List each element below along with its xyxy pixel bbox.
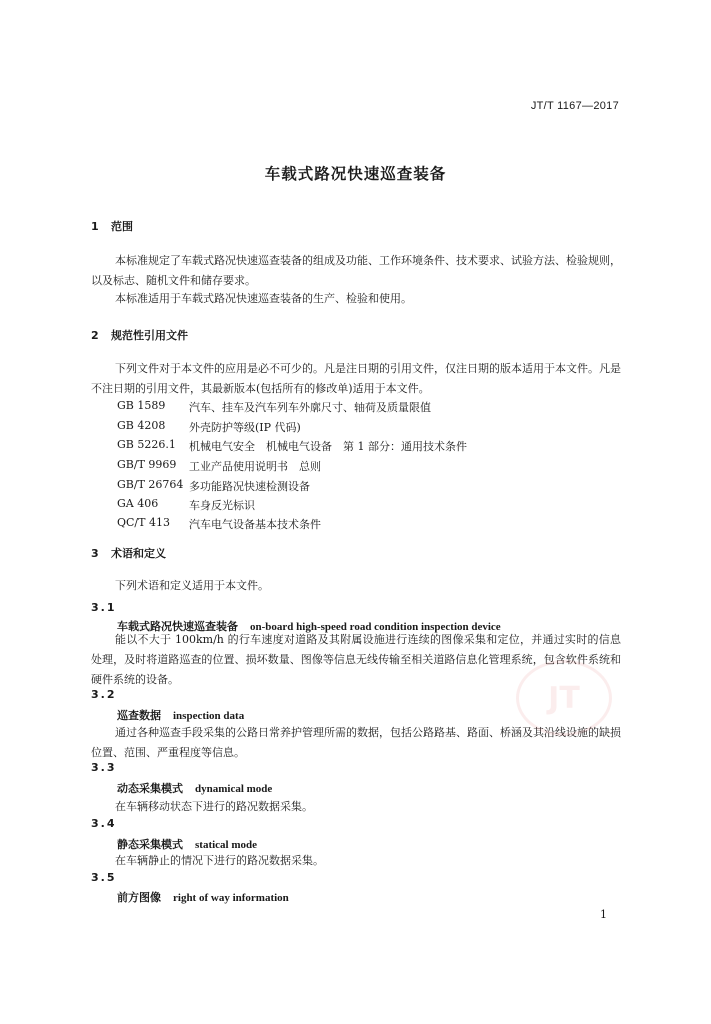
term-en: right of way information bbox=[173, 892, 289, 904]
term-definition: 通过各种巡查手段采集的公路日常养护管理所需的数据，包括公路路基、路面、桥涵及其沿线设施的缺损位置、范围、严重程度等信息。 bbox=[91, 726, 621, 759]
ref-code: GB 5226.1 bbox=[117, 438, 176, 451]
term-en: on-board high-speed road condition inspection device bbox=[250, 621, 501, 633]
term-heading bbox=[117, 780, 272, 796]
section-3-heading bbox=[91, 545, 166, 561]
standard-code: JT/T 1167—2017 bbox=[530, 100, 619, 112]
ref-code: QC/T 413 bbox=[117, 516, 170, 529]
ref-code: GA 406 bbox=[117, 497, 159, 510]
term-number: 3.5 bbox=[91, 871, 117, 884]
term-number: 3.1 bbox=[91, 601, 117, 614]
ref-code: GB/T 9969 bbox=[117, 458, 177, 471]
term-number: 3.3 bbox=[91, 761, 117, 774]
section-number: 3 bbox=[91, 547, 99, 560]
term-definition: 在车辆移动状态下进行的路况数据采集。 bbox=[115, 800, 313, 813]
section-number: 2 bbox=[91, 329, 99, 342]
ref-title: 汽车、挂车及汽车列车外廓尺寸、轴荷及质量限值 bbox=[189, 401, 431, 414]
section-title: 术语和定义 bbox=[111, 547, 166, 560]
term-number: 3.4 bbox=[91, 817, 117, 830]
term-definition: 能以不大于 100km/h 的行车速度对道路及其附属设施进行连续的图像采集和定位，并通过实时的信息处理，及时将道路巡查的位置、损坏数量、图像等信息无线传输至相关道路信息化管理系统，包含软件系统和硬件系统的设备。 bbox=[91, 633, 621, 686]
ref-code: GB 1589 bbox=[117, 399, 166, 412]
ref-title: 外壳防护等级(IP 代码) bbox=[189, 421, 301, 434]
section-number: 1 bbox=[91, 220, 99, 233]
term-zh: 车载式路况快速巡查装备 bbox=[117, 620, 238, 633]
term-number: 3.2 bbox=[91, 688, 117, 701]
scope-paragraph-2: 本标准适用于车载式路况快速巡查装备的生产、检验和使用。 bbox=[115, 292, 412, 305]
refs-intro: 下列文件对于本文件的应用是必不可少的。凡是注日期的引用文件，仅注日期的版本适用于本文件。凡是不注日期的引用文件，其最新版本(包括所有的修改单)适用于本文件。 bbox=[91, 362, 621, 395]
ref-code: GB 4208 bbox=[117, 419, 166, 432]
jt-watermark-logo: JT bbox=[516, 660, 612, 736]
ref-title: 机械电气安全 机械电气设备 第 1 部分：通用技术条件 bbox=[189, 440, 467, 453]
document-title: 车载式路况快速巡查装备 bbox=[264, 165, 447, 183]
term-heading bbox=[117, 889, 289, 905]
section-title: 规范性引用文件 bbox=[111, 329, 188, 342]
section-2-heading bbox=[91, 327, 188, 343]
ref-title: 车身反光标识 bbox=[189, 499, 255, 512]
terms-intro: 下列术语和定义适用于本文件。 bbox=[115, 579, 269, 592]
ref-title: 汽车电气设备基本技术条件 bbox=[189, 518, 321, 531]
scope-paragraph-1: 本标准规定了车载式路况快速巡查装备的组成及功能、工作环境条件、技术要求、试验方法、检验规则，以及标志、随机文件和储存要求。 bbox=[91, 254, 621, 287]
ref-title: 工业产品使用说明书 总则 bbox=[189, 460, 321, 473]
term-zh: 前方图像 bbox=[117, 891, 161, 904]
term-heading bbox=[117, 836, 257, 852]
section-title: 范围 bbox=[111, 220, 133, 233]
ref-code: GB/T 26764 bbox=[117, 478, 184, 491]
term-en: statical mode bbox=[195, 839, 258, 851]
page-number: 1 bbox=[600, 908, 607, 921]
section-1-heading bbox=[91, 218, 133, 234]
term-definition: 在车辆静止的情况下进行的路况数据采集。 bbox=[115, 854, 324, 867]
term-heading bbox=[117, 707, 244, 723]
term-zh: 巡查数据 bbox=[117, 709, 161, 722]
term-zh: 静态采集模式 bbox=[117, 838, 183, 851]
term-en: dynamical mode bbox=[195, 783, 273, 795]
term-en: inspection data bbox=[173, 710, 245, 722]
ref-title: 多功能路况快速检测设备 bbox=[189, 480, 310, 493]
term-zh: 动态采集模式 bbox=[117, 782, 183, 795]
